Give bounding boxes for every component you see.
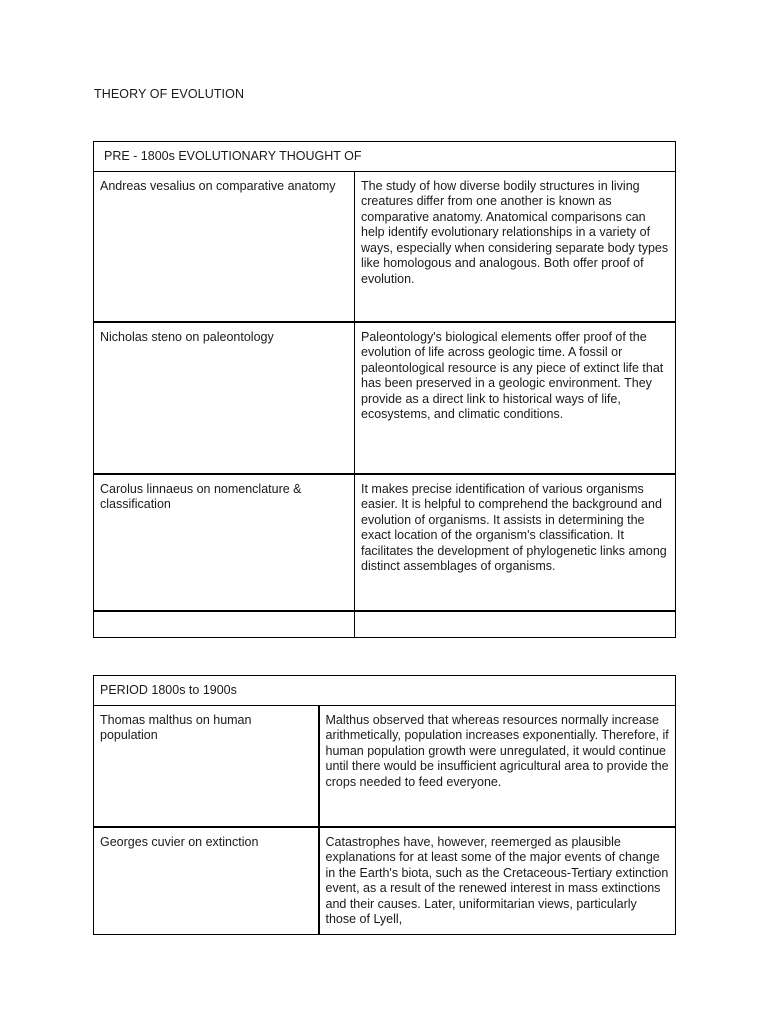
description-cell: It makes precise identification of various organisms easier. It is helpful to comprehend the background and evolution of organisms. It assists in determining the exact location of the organism's classification. It facilitates the development of phylogenetic links among distinct assemblages of organisms. [355,474,676,611]
table-row-empty [94,611,676,638]
table-header: PERIOD 1800s to 1900s [94,676,676,706]
description-cell [355,611,676,638]
description-cell: Paleontology's biological elements offer proof of the evolution of life across geologic time. A fossil or paleontological resource is any piece of extinct life that has been preserved in a geologic environment. They provide as a direct link to historical ways of life, ecosystems, and climatic conditions. [355,322,676,474]
topic-cell: Thomas malthus on human population [94,705,319,827]
description-cell: Malthus observed that whereas resources normally increase arithmetically, population increases exponentially. Therefore, if human population growth were unregulated, it would continue until there would be insufficient agricultural area to provide the crops needed to feed everyone. [319,705,676,827]
topic-cell: Carolus linnaeus on nomenclature & classification [94,474,355,611]
topic-cell: Nicholas steno on paleontology [94,322,355,474]
table-row [94,322,676,474]
topic-cell: Andreas vesalius on comparative anatomy [94,171,355,322]
document-title: THEORY OF EVOLUTION [94,87,245,101]
description-cell: The study of how diverse bodily structures in living creatures differ from one another is known as comparative anatomy. Anatomical comparisons can help identify evolutionary relationships in a variety of ways, especially when considering separate body types like homologous and analogous. Both offer proof of evolution. [355,171,676,322]
pre-1800s-table [93,141,676,638]
table-row [94,474,676,611]
period-1800s-1900s-table [93,675,676,935]
description-cell: Catastrophes have, however, reemerged as plausible explanations for at least some of the major events of change in the Earth's biota, such as the Cretaceous-Tertiary extinction event, as a result of the renewed interest in mass extinctions and their causes. Later, uniformitarian views, particularly those of Lyell, [319,827,676,935]
table-header-row [94,142,676,172]
table-header: PRE - 1800s EVOLUTIONARY THOUGHT OF [94,142,676,172]
table-row [94,827,676,935]
table-row [94,705,676,827]
table-header-row [94,676,676,706]
topic-cell: Georges cuvier on extinction [94,827,319,935]
topic-cell [94,611,355,638]
table-row [94,171,676,322]
